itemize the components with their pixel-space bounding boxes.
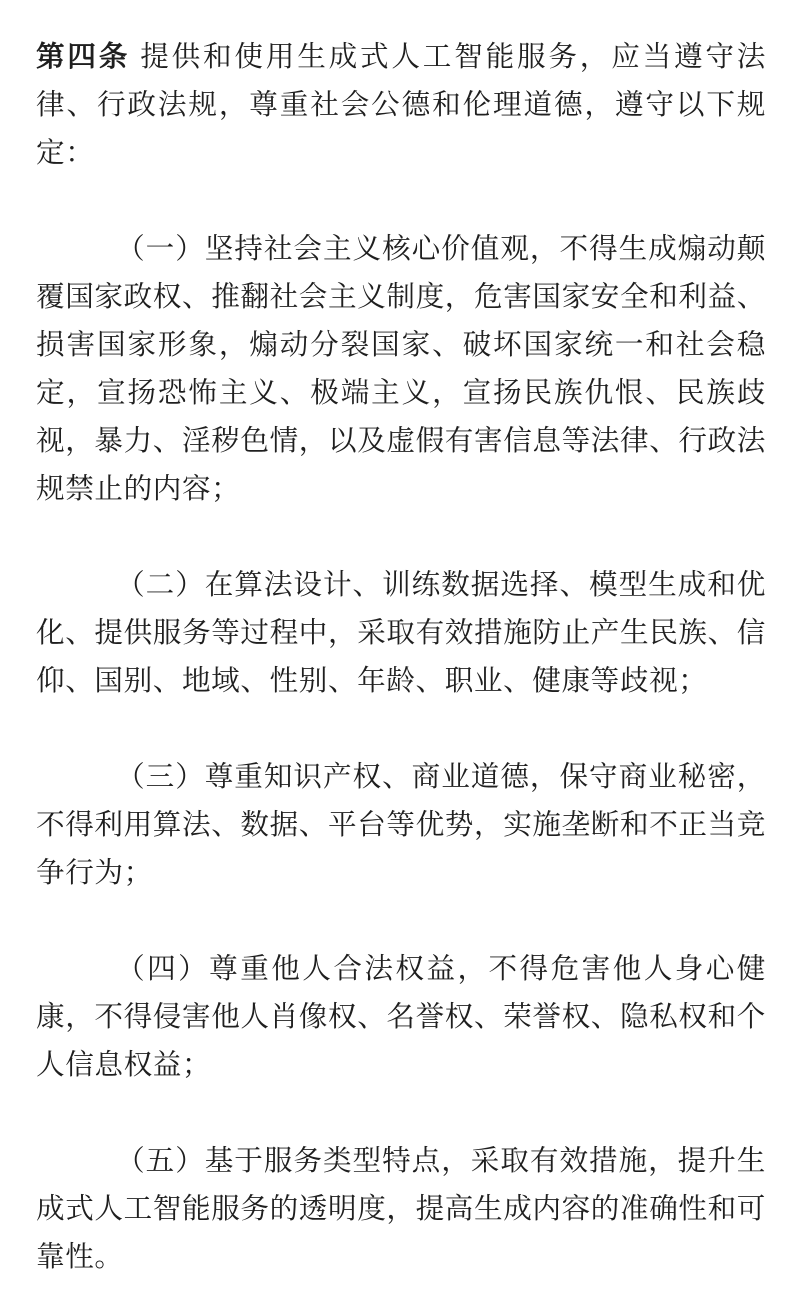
list-item-5: （五）基于服务类型特点，采取有效措施，提升生成式人工智能服务的透明度，提高生成内容的准确性和可靠性。 — [36, 1143, 766, 1273]
list-item-3: （三）尊重知识产权、商业道德，保守商业秘密，不得利用算法、数据、平台等优势，实施垄断和不正当竞争行为； — [36, 759, 766, 889]
list-item-2: （二）在算法设计、训练数据选择、模型生成和优化、提供服务等过程中，采取有效措施防止产生民族、信仰、国别、地域、性别、年龄、职业、健康等歧视； — [36, 567, 766, 697]
list-item-4: （四）尊重他人合法权益，不得危害他人身心健康，不得侵害他人肖像权、名誉权、荣誉权、隐私权和个人信息权益； — [36, 951, 766, 1081]
list-item-1: （一）坚持社会主义核心价值观，不得生成煽动颠覆国家政权、推翻社会主义制度，危害国家安全和利益、损害国家形象，煽动分裂国家、破坏国家统一和社会稳定，宣扬恐怖主义、极端主义，宣扬民族仇恨、民族歧视，暴力、淫秽色情，以及虚假有害信息等法律、行政法规禁止的内容； — [36, 231, 766, 505]
article-intro-text: 提供和使用生成式人工智能服务，应当遵守法律、行政法规，尊重社会公德和伦理道德，遵守以下规定： — [36, 39, 766, 169]
article-intro-paragraph — [36, 32, 766, 176]
document-body — [36, 32, 766, 1280]
article-heading: 第四条 — [36, 39, 131, 73]
